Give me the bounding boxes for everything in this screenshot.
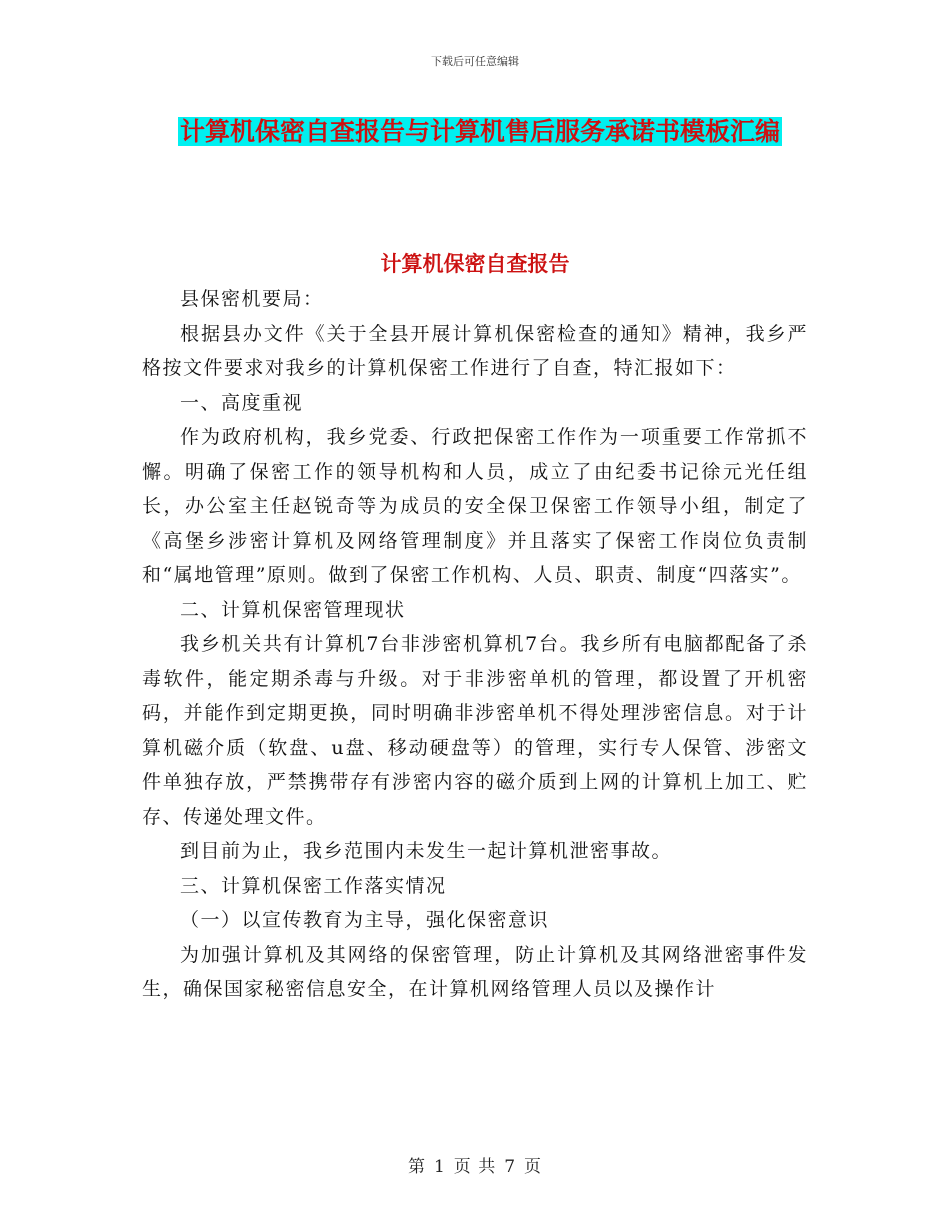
heading-2: 二、计算机保密管理现状: [180, 598, 406, 621]
page-footer: [0, 1152, 950, 1177]
paragraph: 我乡机关共有计算机7台非涉密机算机7台。我乡所有电脑都配备了杀毒软件，能定期杀毒与升级。对于非涉密单机的管理，都设置了开机密码，并能作到定期更换，同时明确非涉密单机不得处理涉密信息。对于计算机磁介质（软盘、u盘、移动硬盘等）的管理，实行专人保管、涉密文件单独存放，严禁携带存有涉密内容的磁介质到上网的计算机上加工、贮存、传递处理文件。: [142, 633, 808, 828]
footer-prefix: 第: [407, 1157, 426, 1177]
heading-3: 三、计算机保密工作落实情况: [180, 874, 447, 897]
paragraph: 根据县办文件《关于全县开展计算机保密检查的通知》精神，我乡严格按文件要求对我乡的计算机保密工作进行了自查，特汇报如下：: [142, 322, 808, 379]
document-body: [142, 282, 808, 1007]
footer-suffix: 页: [524, 1157, 543, 1177]
heading-1: 一、高度重视: [180, 391, 304, 414]
subheading: （一）以宣传教育为主导，强化保密意识: [180, 909, 550, 931]
paragraph: 作为政府机构，我乡党委、行政把保密工作作为一项重要工作常抓不懈。明确了保密工作的领导机构和人员，成立了由纪委书记徐元光任组长，办公室主任赵锐奇等为成员的安全保卫保密工作领导小组，制定了《高堡乡涉密计算机及网络管理制度》并且落实了保密工作岗位负责制和“属地管理”原则。做到了保密工作机构、人员、职责、制度“四落实”。: [142, 426, 808, 586]
document-title-text: 计算机保密自查报告与计算机售后服务承诺书模板汇编: [179, 117, 780, 146]
document-title: [150, 112, 810, 152]
page-number: 1: [433, 1157, 446, 1177]
paragraph: 到目前为止，我乡范围内未发生一起计算机泄密事故。: [180, 840, 673, 862]
footer-mid: 页 共: [453, 1157, 497, 1177]
salutation: 县保密机要局：: [180, 288, 324, 310]
header-note: 下载后可任意编辑: [431, 55, 519, 68]
paragraph: 为加强计算机及其网络的保密管理，防止计算机及其网络泄密事件发生，确保国家秘密信息安全，在计算机网络管理人员以及操作计: [142, 943, 808, 1000]
section-title: 计算机保密自查报告: [380, 252, 570, 276]
page-total: 7: [504, 1157, 517, 1177]
